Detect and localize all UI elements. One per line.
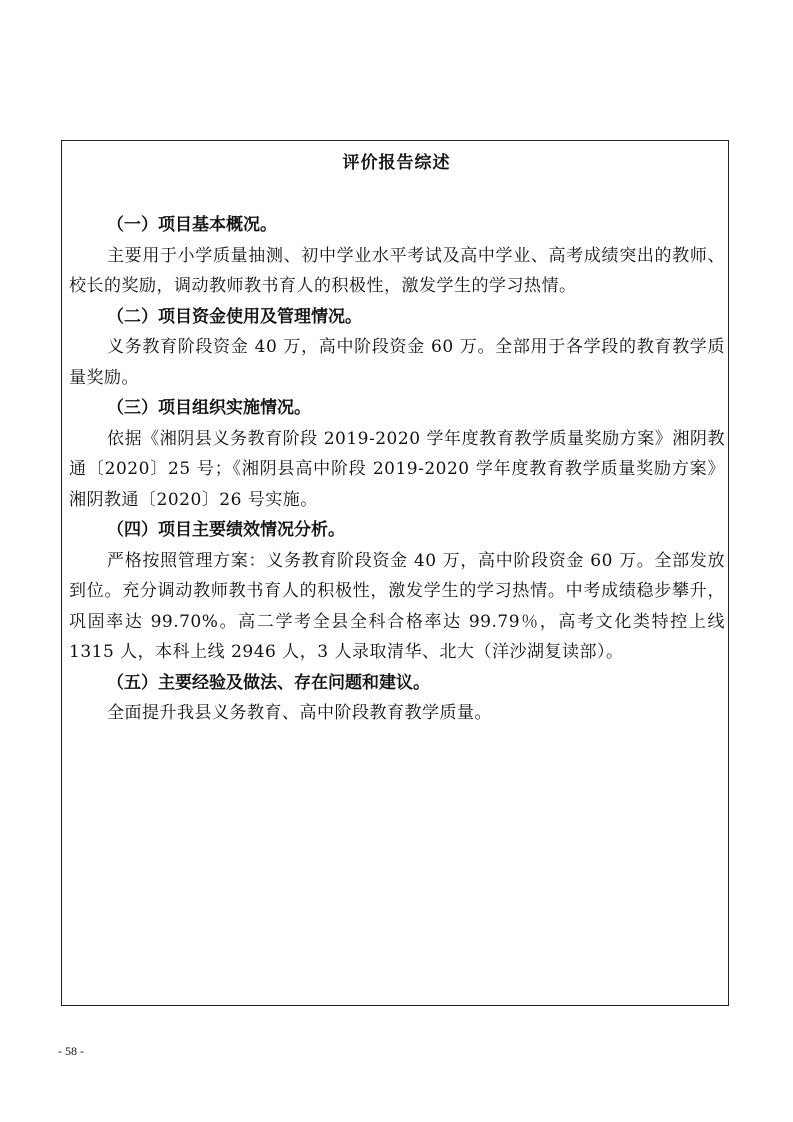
section-5-text: 全面提升我县义务教育、高中阶段教育教学质量。	[107, 703, 492, 723]
section-1-text: 主要用于小学质量抽测、初中学业水平考试及高中学业、高考成绩突出的教师、校长的奖励，调动教师教书育人的积极性，激发学生的学习热情。	[69, 245, 725, 296]
section-3-heading: （三）项目组织实施情况。	[107, 398, 311, 418]
section-3-text: 依据《湘阴县义务教育阶段 2019-2020 学年度教育教学质量奖励方案》湘阴教通〔2020〕25 号；《湘阴县高中阶段 2019-2020 学年度教育教学质量奖励方案》湘阴教通〔2020〕26 号实施。	[69, 428, 725, 510]
section-5-heading: （五）主要经验及做法、存在问题和建议。	[107, 672, 430, 693]
page-number: - 58 -	[58, 1044, 84, 1058]
report-title: 评价报告综述	[342, 153, 451, 173]
section-4-text: 严格按照管理方案：义务教育阶段资金 40 万，高中阶段资金 60 万。全部发放到位。充分调动教师教书育人的积极性，激发学生的学习热情。中考成绩稳步攀升，巩固率达 99.70%。高二学考全县全科合格率达 99.79％，高考文化类特控上线 1315 人，本科上线 2946 人，3 人录取清华、北大（洋沙湖复读部）。	[69, 550, 725, 662]
section-1-heading: （一）项目基本概况。	[107, 215, 277, 235]
section-4-heading: （四）项目主要绩效情况分析。	[107, 520, 345, 540]
report-content	[69, 210, 725, 729]
section-2-heading: （二）项目资金使用及管理情况。	[107, 306, 362, 327]
section-2-text: 义务教育阶段资金 40 万，高中阶段资金 60 万。全部用于各学段的教育教学质量奖励。	[69, 337, 725, 388]
